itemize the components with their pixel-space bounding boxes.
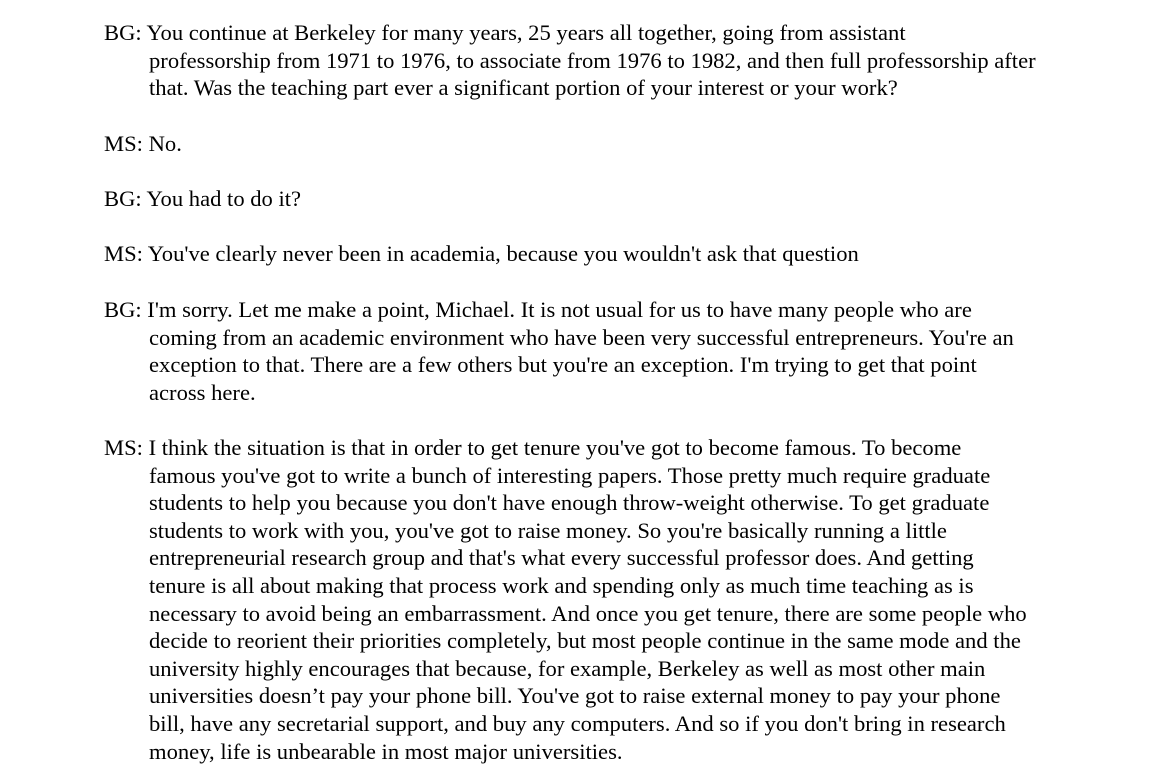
paragraph-line: decide to reorient their priorities completely, but most people continue in the same mode and the	[149, 628, 1021, 654]
paragraph-line: bill, have any secretarial support, and buy any computers. And so if you don't bring in research	[149, 710, 1006, 736]
transcript-entry-ms	[104, 434, 1124, 765]
paragraph-line: across here.	[149, 379, 256, 405]
transcript-entry-bg	[104, 19, 1124, 102]
paragraph-line: students to help you because you don't have enough throw-weight otherwise. To get graduate	[149, 490, 990, 516]
transcript-entry-bg	[104, 296, 1124, 406]
paragraph-line: university highly encourages that because, for example, Berkeley as well as most other main	[149, 655, 986, 681]
paragraph-line: MS: You've clearly never been in academia, because you wouldn't ask that question	[104, 241, 859, 266]
paragraph-line: BG: You continue at Berkeley for many years, 25 years all together, going from assistant	[104, 20, 906, 45]
paragraph-line: universities doesn’t pay your phone bill. You've got to raise external money to pay your phone	[149, 683, 1001, 709]
paragraph-line: entrepreneurial research group and that's what every successful professor does. And getting	[149, 545, 974, 571]
paragraph-line: BG: You had to do it?	[104, 186, 302, 211]
paragraph-line: money, life is unbearable in most major universities.	[149, 738, 623, 764]
paragraph-line: famous you've got to write a bunch of interesting papers. Those pretty much require graduate	[149, 462, 991, 488]
paragraph-line: MS: No.	[104, 131, 182, 156]
paragraph-line: BG: I'm sorry. Let me make a point, Michael. It is not usual for us to have many people who are	[104, 297, 972, 322]
transcript-entry-bg	[104, 185, 1124, 213]
paragraph-line: tenure is all about making that process work and spending only as much time teaching as is	[149, 572, 974, 598]
transcript-entry-ms	[104, 240, 1124, 268]
paragraph-line: professorship from 1971 to 1976, to associate from 1976 to 1982, and then full professorship after	[149, 47, 1036, 73]
paragraph-line: that. Was the teaching part ever a significant portion of your interest or your work?	[149, 75, 898, 101]
transcript-entry-ms	[104, 130, 1124, 158]
paragraph-line: necessary to avoid being an embarrassment. And once you get tenure, there are some people who	[149, 600, 1027, 626]
paragraph-line: exception to that. There are a few others but you're an exception. I'm trying to get that point	[149, 352, 977, 378]
paragraph-line: MS: I think the situation is that in order to get tenure you've got to become famous. To become	[104, 435, 962, 460]
paragraph-line: coming from an academic environment who have been very successful entrepreneurs. You're an	[149, 324, 1014, 350]
paragraph-line: students to work with you, you've got to raise money. So you're basically running a little	[149, 517, 947, 543]
